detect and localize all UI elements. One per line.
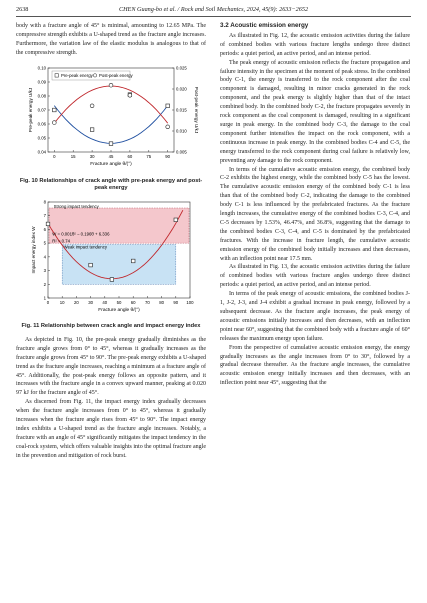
header-rule bbox=[16, 16, 411, 17]
y2-tick-label: 0.020 bbox=[176, 86, 187, 92]
x-tick-label: 70 bbox=[145, 299, 150, 305]
left-column bbox=[16, 22, 206, 461]
pre-peak-point bbox=[109, 141, 113, 145]
data-point bbox=[89, 263, 93, 267]
x-tick-label: 10 bbox=[59, 299, 65, 305]
plot-frame bbox=[48, 68, 174, 152]
y2-tick-label: 0.005 bbox=[176, 149, 187, 155]
post-peak-point bbox=[52, 120, 56, 124]
right-column bbox=[220, 22, 410, 388]
legend-label-pre: Pre-peak energy bbox=[61, 72, 93, 78]
x-tick-label: 60 bbox=[127, 153, 133, 159]
post-peak-point bbox=[166, 125, 170, 129]
y2-tick-label: 0.015 bbox=[176, 107, 187, 113]
legend-marker-pre bbox=[55, 73, 58, 76]
x-tick-label: 40 bbox=[102, 299, 108, 305]
x-tick-label: 90 bbox=[165, 153, 171, 159]
x-tick-label: 0 bbox=[46, 299, 50, 305]
left-paragraph-top: body with a fracture angle of 45° is minimal, amounting to 12.65 MPa. The compressive strength exhibits a U-shaped trend as the fracture angle increases. Furthermore, the variation law of the elastic modulus is analogous to that of the compressive strength. bbox=[16, 23, 206, 56]
y-tick-label: 0.07 bbox=[37, 107, 46, 113]
y-tick-label: 3 bbox=[43, 267, 46, 273]
y-tick-label: 5 bbox=[43, 240, 46, 246]
fig10-chart bbox=[16, 62, 206, 172]
x-tick-label: 80 bbox=[159, 299, 164, 305]
data-point bbox=[174, 218, 178, 222]
left-paragraph-2: As discerned from Fig. 11, the impact energy index gradually decreases when the fracture angle increases from 0° to 45°, whereas it gradually increases when the fracture angle rises from 45° to 90°. The impact energy index exhibits a U-shaped trend as the fracture angle increases. Notably, a fracture with an angle of 45° significantly mitigates the impact tendency in the coal-rock system, which offers valuable insights into the optimal fracture angle in the prevention and mitigation of rock burst. bbox=[16, 399, 206, 459]
figure-11 bbox=[16, 198, 206, 322]
x-axis-label: Fracture angle θ/(°) bbox=[98, 307, 140, 313]
fig10-caption: Fig. 10 Relationships of crack angle with pre-peak energy and post-peak energy bbox=[19, 177, 203, 192]
right-paragraph-2: The peak energy of acoustic emission reflects the fracture propagation and failure intensity in the specimen at the moment of peak stress. In the combined body C-1, the energy is transferred to the rock component after the coal component is damaged, resulting in minor cracks generated in the rock component, and the peak energy is slightly higher than that of the intact combined body. In the combined body C-2, the fracture propagates severely in rock component as the coal component is damaged, resulting in a significant surge in peak energy. In the combined body C-3, the damage to the coal component further intensifies the impact on the rock component, with a continuous increase in peak energy. In the combined bodies C-4 and C-5, the energy transferred to the rock component during coal failure is relatively low, preventing any damage to the rock component. bbox=[220, 59, 410, 164]
y2-tick-label: 0.010 bbox=[176, 128, 187, 134]
fig11-chart bbox=[16, 198, 206, 318]
y-tick-label: 0.04 bbox=[37, 149, 46, 155]
data-point bbox=[131, 259, 135, 263]
fit-r-squared: R² = 0.74 bbox=[52, 237, 71, 243]
post-peak-point bbox=[128, 93, 132, 97]
post-peak-trend-line bbox=[54, 86, 167, 123]
x-tick-label: 30 bbox=[88, 299, 93, 305]
weak-impact-label: Weak impact tendency bbox=[63, 244, 108, 250]
x-tick-label: 15 bbox=[70, 153, 76, 159]
fig11-caption: Fig. 11 Relationship between crack angle and impact energy index bbox=[21, 323, 201, 330]
pre-peak-point bbox=[166, 104, 170, 108]
right-paragraph-3: In terms of the cumulative acoustic emission energy, the combined body C-2 exhibits the highest energy, while the combined body C-5 has the lowest. The cumulative acoustic emission energy of the combined body C-1 is less than that of the combined body C-2, indicating the damage to the combined body C-1 is less influenced by the prefabricated fractures. As the fracture length increases, the cumulative energy of the combined bodies C-3, C-4, and C-5 decreases by 1.53%, 46.47%, and 36.8%, suggesting that the damage to the combined bodies C-3, C-4, and C-5 is dominated by the prefabricated fractures. With the increase in fracture length, the cumulative acoustic emission energy of the combined body initially increases and then decreases, with an inflection point near 17.5 mm. bbox=[220, 166, 410, 262]
right-paragraph-5: In terms of the peak energy of acoustic emissions, the combined bodies J-1, J-2, J-3, and J-4 exhibit a gradual increase in peak energy, followed by a subsequent decrease. As the fracture angle increases, the peak energy of acoustic emissions initially increases and then decreases, with an inflection point near 60°, suggesting that the combined body with a fracture angle of 60° releases the maximum energy upon failure. bbox=[220, 291, 410, 342]
x-tick-label: 60 bbox=[130, 299, 136, 305]
y2-tick-label: 0.025 bbox=[176, 65, 187, 71]
x-tick-label: 20 bbox=[74, 299, 79, 305]
x-tick-label: 50 bbox=[116, 299, 122, 305]
page-number: 2638 bbox=[16, 6, 29, 13]
x-tick-label: 45 bbox=[108, 153, 114, 159]
figure-10 bbox=[16, 62, 206, 176]
x-tick-label: 90 bbox=[173, 299, 179, 305]
section-heading: 3.2 Acoustic emission energy bbox=[220, 22, 309, 29]
y-tick-label: 0.05 bbox=[37, 135, 46, 141]
y2-axis-label: Post-peak energy U/kJ bbox=[194, 86, 199, 133]
x-tick-label: 30 bbox=[89, 153, 95, 159]
y-tick-label: 4 bbox=[43, 253, 46, 259]
legend-label-post: Post-peak energy bbox=[99, 72, 133, 78]
pre-peak-point bbox=[90, 127, 94, 131]
y-axis-label: Pre-peak energy U/kJ bbox=[28, 87, 33, 132]
x-axis-label: Fracture angle θ/(°) bbox=[90, 161, 132, 167]
legend-marker-post bbox=[93, 73, 96, 76]
y-tick-label: 0.06 bbox=[37, 121, 46, 127]
right-paragraph-4: As illustrated in Fig. 13, the acoustic emission activities during the failure of combined bodies with various fracture angles undergo three distinct periods: a quiet period, an active period, and an intense period. bbox=[220, 264, 410, 289]
y-tick-label: 6 bbox=[43, 226, 46, 232]
y-tick-label: 0.10 bbox=[37, 65, 46, 71]
left-paragraph-1: As depicted in Fig. 10, the pre-peak energy gradually diminishes as the fracture angle grows from 0° to 45°, whereas it gradually increases as the fracture angle grows from 45° to 90°. The pre-peak energy exhibits a U-shaped trend as the fracture angle increases, reaching a minimum at a fracture angle of 45°. Additionally, the post-peak energy follows an opposite pattern, and it increases with the fracture angle in a convex upward manner, peaking at 0.020 97 kJ for the fracture angle of 45°. bbox=[16, 336, 207, 397]
y-axis-label: Impact energy index W bbox=[31, 226, 36, 274]
pre-peak-point bbox=[53, 108, 57, 112]
y-tick-label: 8 bbox=[43, 199, 46, 205]
y-tick-label: 7 bbox=[43, 212, 46, 218]
x-tick-label: 100 bbox=[186, 299, 194, 305]
post-peak-point bbox=[90, 104, 94, 108]
pre-peak-trend-line bbox=[54, 105, 167, 143]
y-tick-label: 2 bbox=[43, 281, 46, 287]
post-peak-point bbox=[109, 83, 113, 87]
data-point bbox=[110, 277, 114, 281]
y-tick-label: 1 bbox=[43, 295, 46, 301]
x-tick-label: 0 bbox=[53, 153, 56, 159]
fit-equation: W = 0.001θ² − 0.196θ + 6.336 bbox=[52, 231, 110, 237]
x-tick-label: 75 bbox=[146, 153, 152, 159]
y-tick-label: 0.09 bbox=[37, 79, 46, 85]
running-title: CHEN Guang-bo et al. / Rock and Soil Mechanics, 2024, 45(9): 2633−2652 bbox=[118, 6, 309, 13]
y-tick-label: 0.08 bbox=[37, 93, 46, 99]
right-paragraph-6: From the perspective of cumulative acoustic emission energy, the energy gradually increases as the angle increases from 0° to 30°, followed by a gradual decrease thereafter. As the fracture angle increases, the cumulative acoustic emission energy initially increases and then decreases, with an inflection point near 45°, suggesting that the bbox=[220, 344, 410, 387]
strong-impact-label: Strong impact tendency bbox=[53, 203, 99, 209]
data-point bbox=[46, 222, 50, 226]
right-paragraph-1: As illustrated in Fig. 12, the acoustic emission activities during the failure of combined bodies with various fracture lengths undergo three distinct periods: a quiet period, an active period, and an intense period. bbox=[220, 32, 410, 57]
